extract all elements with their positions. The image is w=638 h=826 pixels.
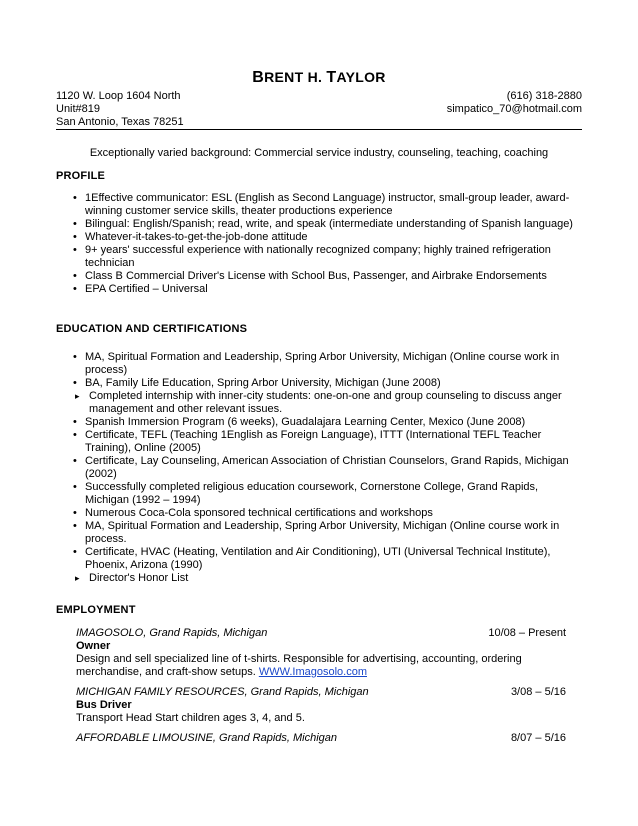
email-address: simpatico_70@hotmail.com [446, 103, 582, 115]
name-first-initial: B [252, 69, 265, 86]
sub-list-item: ▸ Director's Honor List [73, 572, 581, 585]
company-name: AFFORDABLE LIMOUSINE, Grand Rapids, Michigan [76, 732, 338, 744]
header-divider [56, 129, 582, 130]
list-item: • Successfully completed religious education coursework, Cornerstone College, Grand Rapids, Michigan (1992 – 1994) [73, 481, 581, 507]
list-item: • Whatever-it-takes-to-get-the-job-done attitude [73, 231, 581, 244]
list-item: • Bilingual: English/Spanish; read, write, and speak (intermediate understanding of Spanish language) [73, 218, 581, 231]
tagline: Exceptionally varied background: Commercial service industry, counseling, teaching, coaching [89, 147, 549, 159]
job-entry [76, 686, 566, 725]
job-dates: 3/08 – 5/16 [510, 686, 566, 698]
list-item: • EPA Certified – Universal [73, 283, 581, 296]
address-line-2: Unit#819 [56, 103, 101, 115]
list-item: • 9+ years' successful experience with nationally recognized company; highly trained refrigeration technician [73, 244, 581, 270]
list-item: • Certificate, HVAC (Heating, Ventilation and Air Conditioning), UTI (Universal Technical Institute), Phoenix, Arizona (1990) [73, 546, 581, 572]
list-item: • Numerous Coca-Cola sponsored technical certifications and workshops [73, 507, 581, 520]
job-entry [76, 627, 566, 679]
phone-number: (616) 318-2880 [506, 90, 582, 102]
employment-heading: EMPLOYMENT [56, 604, 136, 616]
job-title: Bus Driver [76, 699, 132, 711]
address-line-3: San Antonio, Texas 78251 [56, 116, 184, 128]
profile-list [73, 192, 581, 296]
job-title: Owner [76, 640, 111, 652]
list-item: • Certificate, TEFL (Teaching 1English as Foreign Language), ITTT (International TEFL Teacher Training), Online (2005) [73, 429, 581, 455]
list-item: • MA, Spiritual Formation and Leadership, Spring Arbor University, Michigan (Online course work in process. [73, 520, 581, 546]
job-dates: 8/07 – 5/16 [510, 732, 566, 744]
education-list [73, 351, 581, 585]
job-dates: 10/08 – Present [488, 627, 566, 639]
job-description-text: Design and sell specialized line of t-shirts. Responsible for advertising, accounting, ordering merchandise, and craft-show setups. [76, 653, 522, 678]
job-description [76, 653, 566, 679]
profile-heading: PROFILE [56, 170, 106, 182]
list-item: • MA, Spiritual Formation and Leadership, Spring Arbor University, Michigan (Online course work in process) [73, 351, 581, 377]
job-entry [76, 732, 566, 745]
company-name: IMAGOSOLO, Grand Rapids, Michigan [76, 627, 268, 639]
company-name: MICHIGAN FAMILY RESOURCES, Grand Rapids, Michigan [76, 686, 369, 698]
list-item: • Certificate, Lay Counseling, American Association of Christian Counselors, Grand Rapids, Michigan (2002) [73, 455, 581, 481]
contact-block [56, 90, 582, 129]
name-first-rest: RENT H. [264, 69, 327, 85]
candidate-name [56, 71, 582, 84]
education-heading: EDUCATION AND CERTIFICATIONS [56, 323, 248, 335]
job-description: Transport Head Start children ages 3, 4, and 5. [76, 712, 305, 724]
name-last-initial: T [326, 69, 337, 86]
list-item: • Class B Commercial Driver's License with School Bus, Passenger, and Airbrake Endorsements [73, 270, 581, 283]
name-last-rest: AYLOR [336, 69, 386, 85]
website-link[interactable]: WWW.Imagosolo.com [258, 666, 367, 678]
list-item: • Spanish Immersion Program (6 weeks), Guadalajara Learning Center, Mexico (June 2008) [73, 416, 581, 429]
address-line-1: 1120 W. Loop 1604 North [56, 90, 181, 102]
sub-list-item: ▸ Completed internship with inner-city students: one-on-one and group counseling to discuss anger management and other relevant issues. [73, 390, 581, 416]
list-item: • 1Effective communicator: ESL (English as Second Language) instructor, small-group leader, award-winning customer service skills, theater productions experience [73, 192, 581, 218]
list-item: • BA, Family Life Education, Spring Arbor University, Michigan (June 2008) [73, 377, 581, 390]
